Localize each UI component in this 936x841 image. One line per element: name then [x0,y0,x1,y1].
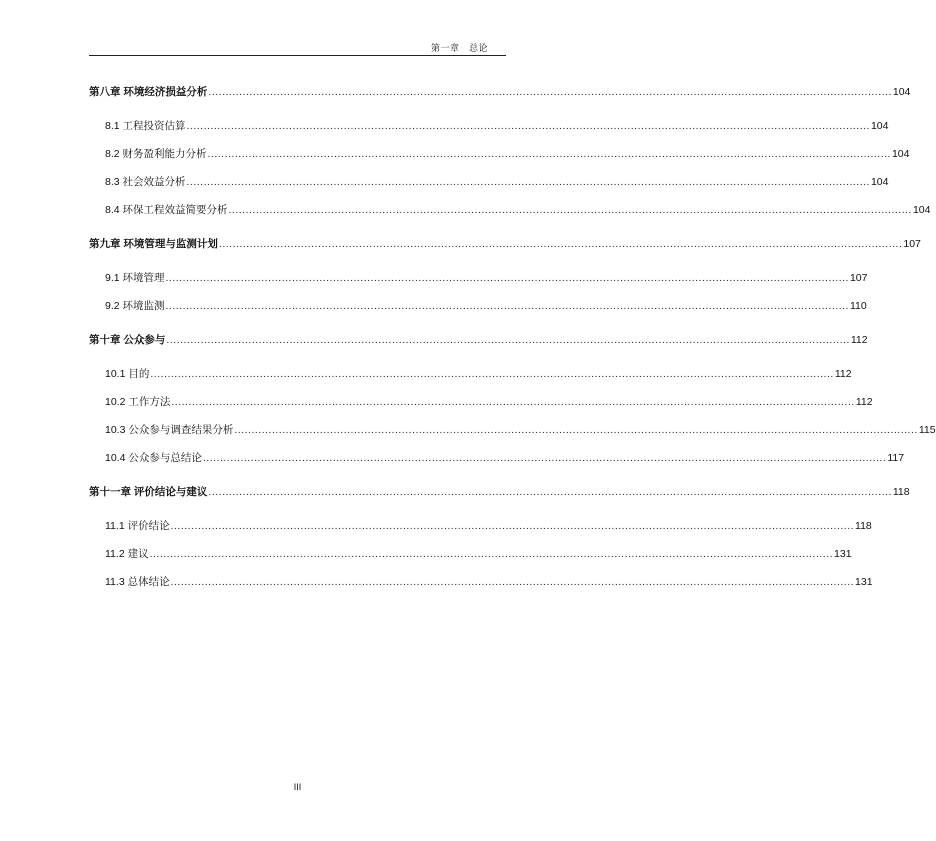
dot-leader: ........................................................................................................................................................................................................ [202,452,887,464]
toc-entry-page: 104 [870,120,889,132]
toc-section-entry[interactable] [105,450,905,466]
toc-entry-page: 104 [870,176,889,188]
toc-entry-label: 第八章 环境经济损益分析 [89,86,208,98]
header-title: 第一章 总论 [430,44,488,54]
toc-entry-page: 115 [918,424,936,436]
toc-entry-page: 107 [903,238,921,250]
toc-section-entry[interactable] [105,174,889,190]
toc-entry-label: 8.4 环保工程效益简要分析 [105,204,228,216]
toc-chapter-entry[interactable] [89,332,868,348]
toc-chapter-entry[interactable] [89,484,910,500]
toc-entry-label: 10.1 目的 [105,368,150,380]
toc-entry-label: 10.3 公众参与调查结果分析 [105,424,234,436]
toc-entry-label: 10.2 工作方法 [105,396,171,408]
toc-section-entry[interactable] [105,118,889,134]
dot-leader: ........................................................................................................................................................................................................ [170,520,855,532]
toc-section-entry[interactable] [105,394,873,410]
toc-entry-page: 118 [892,486,910,498]
dot-leader: ........................................................................................................................................................................................................ [186,120,870,132]
toc-section-entry[interactable] [105,518,872,534]
toc-entry-page: 131 [834,548,852,560]
toc-entry-page: 104 [912,204,931,216]
toc-entry-page: 112 [834,368,852,380]
dot-leader: ........................................................................................................................................................................................................ [186,176,870,188]
dot-leader: ........................................................................................................................................................................................................ [171,396,855,408]
toc-section-entry[interactable] [105,298,867,314]
dot-leader: ........................................................................................................................................................................................................ [207,148,891,160]
toc-entry-label: 11.2 建议 [105,548,149,560]
toc-entry-label: 8.2 财务盈利能力分析 [105,148,207,160]
toc-section-entry[interactable] [105,202,931,218]
toc-entry-page: 107 [849,272,868,284]
toc-entry-page: 112 [850,334,868,346]
toc-section-entry[interactable] [105,270,868,286]
toc-entry-page: 118 [855,520,872,532]
toc-entry-label: 10.4 公众参与总结论 [105,452,202,464]
dot-leader: ........................................................................................................................................................................................................ [165,272,849,284]
dot-leader: ........................................................................................................................................................................................................ [208,86,892,98]
dot-leader: ........................................................................................................................................................................................................ [170,576,855,588]
dot-leader: ........................................................................................................................................................................................................ [208,486,892,498]
toc-entry-page: 110 [849,300,867,312]
toc-section-entry[interactable] [105,422,936,438]
toc-entry-page: 131 [855,576,873,588]
toc-section-entry[interactable] [105,146,910,162]
dot-leader: ........................................................................................................................................................................................................ [165,300,849,312]
dot-leader: ........................................................................................................................................................................................................ [228,204,912,216]
toc-entry-label: 8.3 社会效益分析 [105,176,186,188]
dot-leader: ........................................................................................................................................................................................................ [218,238,903,250]
toc-entry-label: 9.2 环境监测 [105,300,165,312]
dot-leader: ........................................................................................................................................................................................................ [149,548,834,560]
dot-leader: ........................................................................................................................................................................................................ [150,368,834,380]
dot-leader: ........................................................................................................................................................................................................ [234,424,918,436]
toc-entry-label: 9.1 环境管理 [105,272,165,284]
toc-chapter-entry[interactable] [89,236,921,252]
toc-entry-page: 104 [891,148,910,160]
toc-entry-label: 第十章 公众参与 [89,334,166,346]
page-number: III [293,782,302,792]
toc-entry-label: 第十一章 评价结论与建议 [89,486,208,498]
toc-entry-label: 第九章 环境管理与监测计划 [89,238,218,250]
toc-entry-page: 117 [887,452,905,464]
toc-entry-label: 11.1 评价结论 [105,520,170,532]
toc-section-entry[interactable] [105,546,852,562]
toc-chapter-entry[interactable] [89,84,911,100]
dot-leader: ........................................................................................................................................................................................................ [166,334,850,346]
toc-entry-label: 8.1 工程投资估算 [105,120,186,132]
toc-section-entry[interactable] [105,366,852,382]
toc-entry-page: 112 [855,396,873,408]
toc-entry-page: 104 [892,86,911,98]
toc-entry-label: 11.3 总体结论 [105,576,170,588]
toc-section-entry[interactable] [105,574,873,590]
page-header [89,41,506,56]
